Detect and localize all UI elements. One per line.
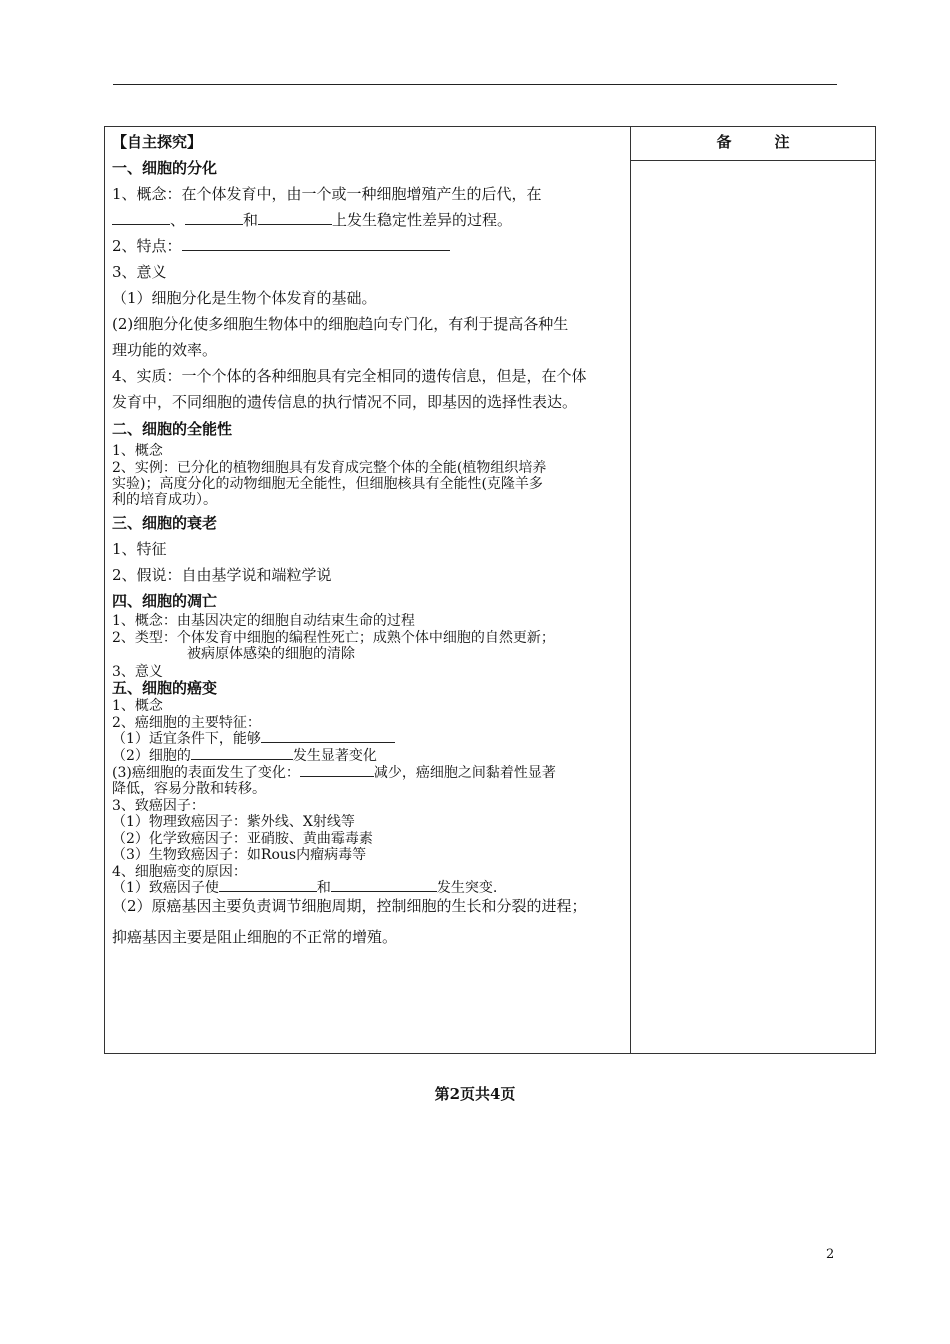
- cancer-cause-heading: 4、细胞癌变的原因：: [112, 864, 247, 880]
- blank-field[interactable]: [112, 210, 170, 225]
- heading-apoptosis: 四、细胞的凋亡: [112, 592, 218, 610]
- concept-line: 1、概念：在个体发育中，由一个或一种细胞增殖产生的后代，在: [112, 185, 542, 203]
- cancer-feature-1: （1）适宜条件下，能够: [112, 728, 395, 748]
- page-footer: 第2页共4页: [434, 1085, 516, 1103]
- meaning-item-2: (2)细胞分化使多细胞生物体中的细胞趋向专门化，有利于提高各种生: [112, 315, 569, 333]
- heading-totipotency: 二、细胞的全能性: [112, 420, 233, 438]
- remarks-header-rule: [630, 160, 876, 161]
- carcinogen-physical: （1）物理致癌因子：紫外线、X射线等: [112, 814, 355, 830]
- meaning-item-1: （1）细胞分化是生物个体发育的基础。: [112, 289, 377, 307]
- blank-field[interactable]: [258, 210, 332, 225]
- cancer-feature-2: （2）细胞的 发生显著变化: [112, 745, 377, 765]
- totipotency-example: 2、实例：已分化的植物细胞具有发育成完整个体的全能(植物组织培养: [112, 460, 547, 476]
- remarks-heading: 备 注: [716, 133, 804, 151]
- heading-aging: 三、细胞的衰老: [112, 514, 218, 532]
- feature-line: 2、特点：: [112, 235, 450, 256]
- section-title: 【自主探究】: [112, 133, 203, 151]
- cancer-cause-2-cont: 抑癌基因主要是阻止细胞的不正常的增殖。: [112, 928, 398, 946]
- cancer-features: 2、癌细胞的主要特征：: [112, 715, 261, 731]
- cancer-cause-1: （1）致癌因子使 和 发生突变.: [112, 877, 497, 897]
- column-divider: [630, 126, 631, 1054]
- heading-differentiation: 一、细胞的分化: [112, 159, 218, 177]
- meaning-item-2-cont: 理功能的效率。: [112, 341, 218, 359]
- essence-line-cont: 发育中，不同细胞的遗传信息的执行情况不同，即基因的选择性表达。: [112, 393, 578, 411]
- aging-feature: 1、特征: [112, 540, 167, 558]
- carcinogen-heading: 3、致癌因子：: [112, 798, 205, 814]
- apoptosis-type: 2、类型：个体发育中细胞的编程性死亡；成熟个体中细胞的自然更新；: [112, 630, 555, 646]
- blank-field[interactable]: [191, 745, 293, 760]
- cancer-feature-3-cont: 降低，容易分散和转移。: [112, 781, 266, 797]
- essence-line: 4、实质：一个个体的各种细胞具有完全相同的遗传信息，但是，在个体: [112, 367, 587, 385]
- concept-blanks-line: 、 和 上发生稳定性差异的过程。: [112, 209, 512, 230]
- blank-field[interactable]: [182, 236, 450, 251]
- carcinogen-biological: （3）生物致癌因子：如Rous内瘤病毒等: [112, 847, 367, 863]
- meaning-heading: 3、意义: [112, 263, 167, 281]
- totipotency-example-end: 利的培育成功）。: [112, 492, 217, 508]
- totipotency-example-cont: 实验)；高度分化的动物细胞无全能性，但细胞核具有全能性(克隆羊多: [112, 476, 543, 492]
- blank-field[interactable]: [261, 728, 395, 743]
- totipotency-concept: 1、概念: [112, 443, 163, 459]
- apoptosis-meaning: 3、意义: [112, 664, 163, 680]
- carcinogen-chemical: （2）化学致癌因子：亚硝胺、黄曲霉毒素: [112, 831, 373, 847]
- blank-field[interactable]: [331, 877, 437, 892]
- page-number: 2: [826, 1247, 835, 1262]
- apoptosis-concept: 1、概念：由基因决定的细胞自动结束生命的过程: [112, 613, 415, 629]
- blank-field[interactable]: [219, 877, 317, 892]
- header-rule: [113, 84, 837, 85]
- cancer-feature-3: (3)癌细胞的表面发生了变化： 减少，癌细胞之间黏着性显著: [112, 762, 556, 782]
- apoptosis-type-cont: 被病原体感染的细胞的清除: [187, 646, 355, 662]
- blank-field[interactable]: [300, 762, 374, 777]
- cancer-cause-2: （2）原癌基因主要负责调节细胞周期，控制细胞的生长和分裂的进程；: [112, 897, 587, 915]
- blank-field[interactable]: [185, 210, 243, 225]
- cancer-concept: 1、概念: [112, 698, 163, 714]
- heading-cancer: 五、细胞的癌变: [112, 679, 218, 697]
- aging-hypothesis: 2、假说：自由基学说和端粒学说: [112, 566, 332, 584]
